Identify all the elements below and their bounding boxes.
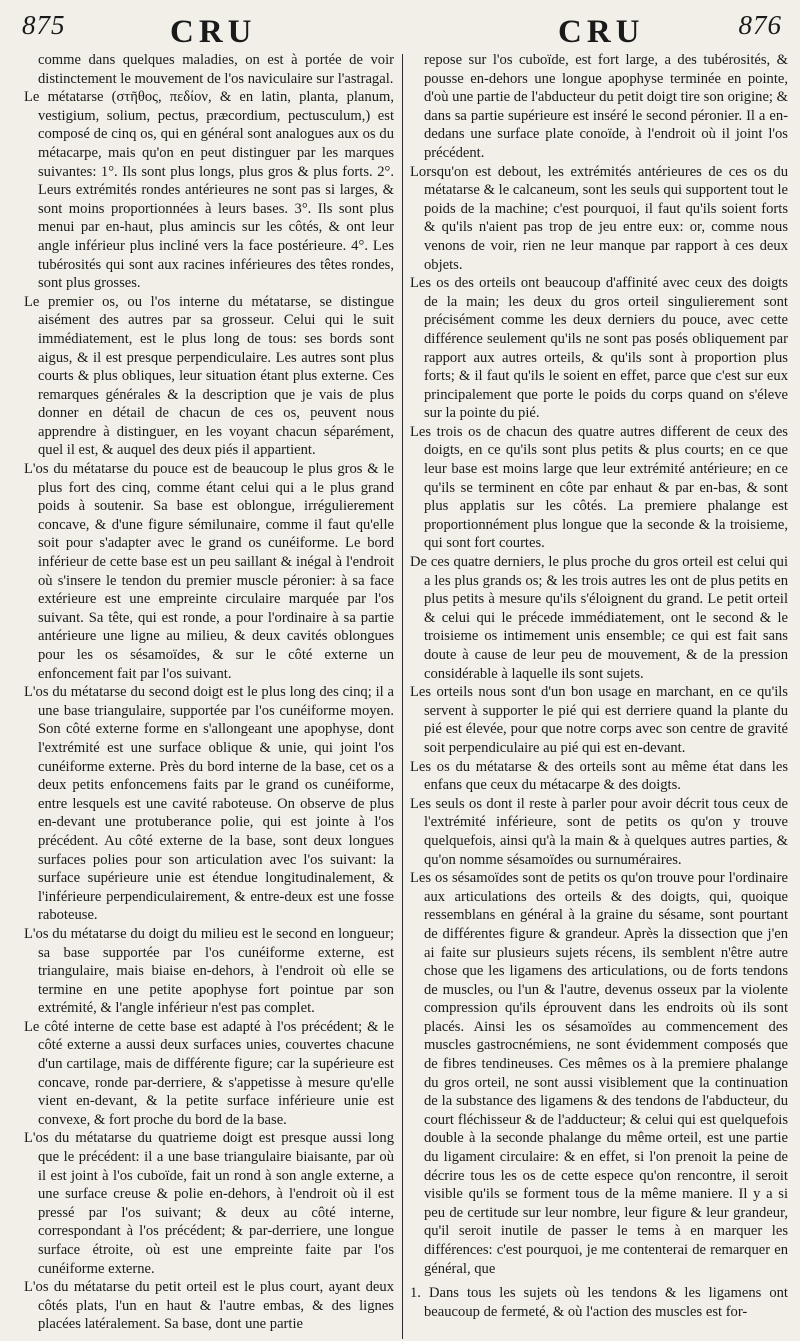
paragraph: repose sur l'os cuboïde, est fort large, a des tubérosités, & pousse en-dehors une longue apophyse terminée en pointe, d'où une partie de l'abducteur du petit doigt tire son origine; & dans sa partie supérieure est inséré le second péronier. Il a en-dedans une surface plate conoïde, à l'endroit où il joint l'os précédent.	[424, 52, 788, 161]
right-column	[410, 51, 788, 1339]
paragraph: L'os du métatarse du second doigt est le plus long des cinq; il a une base triangulaire, supportée par l'os cunéiforme moyen. Son côté externe forme en s'allongeant une apophyse, dont l'extrémité est une surface oblique & unie, qui joint l'os cunéiforme externe. Près du bord interne de la base, cet os a deux petits enfoncemens faits par le grand os cunéiforme, entre lesquels est une cavité raboteuse. On observe de plus en-devant une protuberance polie, qui est jointe à l'os précédent. Au côté externe de la base, sont deux longues surfaces polies pour son articulation avec l'os suivant: la surface supérieure unie est étendue longitudinalement, & l'inférieure perpendiculairement, & entre-deux est une fosse raboteuse.	[24, 684, 394, 924]
right-headword: CRU	[558, 14, 645, 50]
right-page-number: 876	[738, 10, 782, 40]
column-divider	[402, 54, 403, 1339]
paragraph: Le côté interne de cette base est adapté à l'os précédent; & le côté externe a aussi deux surfaces unies, couvertes chacune d'un cartilage, mais de différente figure; car la supérieure est concave, ronde par-derriere, & s'appetisse à mesure qu'elle vient en-devant, & la petite surface inférieure unie est convexe, & fort proche du bord de la base.	[24, 1018, 394, 1128]
running-header	[22, 10, 786, 52]
paragraph: Les os des orteils ont beaucoup d'affinité avec ceux des doigts de la main; les deux du gros orteil singulierement sont précisément comme les deux derniers du pouce, avec cette différence seulement qu'ils ne sont pas posés obliquement par rapport aux autres orteils, & qu'ils sont à proportion plus forts; & il faut qu'ils le soient en effet, parce que c'est sur eux principalement que porte le poids du corps quand on s'éleve sur la pointe du pié.	[410, 275, 788, 422]
paragraph: Le premier os, ou l'os interne du métatarse, se distingue aisément des autres par sa grosseur. Celui qui le suit immédiatement, est le plus long de tous: ses bords sont aigus, & il est presque perpendiculaire. Les autres sont plus courts & plus obliques, leur situation étant plus externe. Ces remarques générales & la description que je vais de plus donner en détail de chacun de ces os, peuvent nous apprendre à distinguer, en les voyant chacun séparément, quel il est, & auquel des deux piés il appartient.	[24, 293, 394, 459]
paragraph: L'os du métatarse du pouce est de beaucoup le plus gros & le plus fort des cinq, comme étant celui qui a le plus grand poids à soutenir. Sa base est oblongue, irrégulierement concave, & d'une figure sémilunaire, comme il faut qu'elle soit pour s'adapter avec le grand os cunéiforme. Le bord inférieur de cette base est un peu saillant & inégal à l'endroit où s'insere le tendon du premier muscle péronier: à sa face extérieure est une empreinte circulaire marquée par l'os suivant. Sa tête, qui est ronde, a pour l'ordinaire à sa partie antérieure une ligne au milieu, & deux cavités oblongues pour les os sésamoïdes, & sur le côté externe un enfoncement fait par l'os suivant.	[24, 461, 394, 682]
paragraph: Les orteils nous sont d'un bon usage en marchant, en ce qu'ils servent à supporter le pié qui est derriere quand la plante du pié est élevée, pour que notre corps avec son centre de gravité soit perpendiculaire au pié qui est en-devant.	[410, 684, 788, 756]
paragraph: Les trois os de chacun des quatre autres different de ceux des doigts, en ce qu'ils sont plus petits & plus courts; en ce que leur base est moins large que leur extrémité antérieure; en ce qu'ils se terminent en côte par enhaut & par en-bas, & sont plus applatis sur les côtés. La premiere phalange est proportionnément plus longue que la seconde & la troisieme, qui sont fort courtes.	[410, 423, 788, 552]
left-column	[24, 51, 394, 1339]
paragraph: Lorsqu'on est debout, les extrémités antérieures de ces os du métatarse & le calcaneum, sont les seuls qui supportent tout le poids de la machine; c'est pourquoi, il faut qu'ils soient forts & qu'ils n'aient pas trop de jeu entre eux: or, comme nous venons de voir, rien ne leur manque par rapport à ces deux objets.	[410, 163, 788, 273]
paragraph: L'os du métatarse du quatrieme doigt est presque aussi long que le précédent: il a une base triangulaire biaisante, par où il est joint à l'os cuboïde, fait un rond à son angle externe, a une surface creuse & polie en-dehors, à l'endroit où il est pressé par l'os suivant; & deux au côté interne, correspondant à l'os précédent; & par-derriere, une longue surface étroite, où est une empreinte faite par l'os cunéiforme externe.	[24, 1130, 394, 1277]
paragraph: L'os du métatarse du doigt du milieu est le second en longueur; sa base supportée par l'os cunéiforme externe, est triangulaire, mais biaise en-dehors, à l'endroit où elle se termine en une petite apophyse fort pointue par son extrémité, & l'angle inférieur n'est pas complet.	[24, 925, 394, 1017]
paragraph: Les os sésamoïdes sont de petits os qu'on trouve pour l'ordinaire aux articulations des orteils & des doigts, qui, quoique ressemblans en général à la graine du sésame, sont pourtant de différentes figure & grandeur. Après la dissection que j'en ai faite sur plusieurs sujets récens, ils semblent n'être autre chose que les ligamens des articulations, ou de forts tendons de muscles, ou l'un & l'autre, devenus osseux par la violente compression qu'ils éprouvent dans les endroits où ils sont placés. Ainsi les os sésamoïdes au commencement des muscles gastrocnémiens, ne sont évidemment composés que de fibres tendineuses. Ces mêmes os à la premiere phalange du gros orteil, ne sont aussi visiblement que la continuation de la substance des ligamens & des tendons de l'abducteur, du court fléchisseur & de l'adducteur; & celui qui est quelquefois double à la seconde phalange du même orteil, est une partie du ligament circulaire: & en effet, si l'on prenoit la peine de décrire tous les os de cette espece qu'on rencontre, il seroit visible qu'ils se forment tous de la même maniere. Il y a si peu de certitude sur leur nombre, leur figure & leur grandeur, qu'il seroit inutile de passer le tems à en marquer les différences: c'est pourquoi, je me contenterai de remarquer en général, que	[410, 870, 788, 1277]
left-page-number: 875	[22, 10, 66, 40]
paragraph: comme dans quelques maladies, on est à portée de voir distinctement le mouvement de l'os naviculaire sur l'astragal.	[38, 52, 394, 87]
paragraph: L'os du métatarse du petit orteil est le plus court, ayant deux côtés plats, l'un en haut & l'autre embas, & des lignes placées latéralement. Sa base, dont une partie	[24, 1279, 394, 1333]
numbered-note: 1. Dans tous les sujets où les tendons & les ligamens ont beaucoup de fermeté, & où l'action des muscles est for-	[410, 1285, 788, 1320]
paragraph: Le métatarse (στῆθος, πεδίον, & en latin, planta, planum, vestigium, solium, pectus, præcordium, pectusculum,) est composé de cinq os, qui en général sont analogues aux os du métacarpe, mais qu'on en peut distinguer par les marques suivantes: 1°. Ils sont plus longs, plus gros & plus forts. 2°. Leurs extrémités rondes antérieures ne sont pas si larges, & sont moins proportionnées à leurs bases. 3°. Ils sont plus menui par en-haut, plus amincis sur les côtés, & ont leur angle inférieur plus incliné vers la face postérieure. 4°. Les tubérosités qui sont aux racines inférieures des têtes rondes, sont plus grosses.	[24, 89, 394, 292]
paragraph: Les os du métatarse & des orteils sont au même état dans les enfans que ceux du métacarpe & des doigts.	[410, 758, 788, 794]
left-headword: CRU	[170, 14, 257, 50]
paragraph: Les seuls os dont il reste à parler pour avoir décrit tous ceux de l'extrémité inférieure, sont de petits os qu'on y trouve quelquefois, ainsi qu'à la main & à quelques autres parties, & qu'on nomme sésamoïdes ou surnuméraires.	[410, 795, 788, 868]
paragraph: De ces quatre derniers, le plus proche du gros orteil est celui qui a les plus grands os; & les trois autres les ont de plus petits en plus petits à mesure qu'ils s'éloignent du grand. Le petit orteil & celui qui le précede immédiatement, ont le second & le troisieme os intimement unis ensemble; ce qui est fait sans doute à cause de leur peu de mouvement, & de la pression considérable à laquelle ils sont sujets.	[410, 554, 788, 682]
